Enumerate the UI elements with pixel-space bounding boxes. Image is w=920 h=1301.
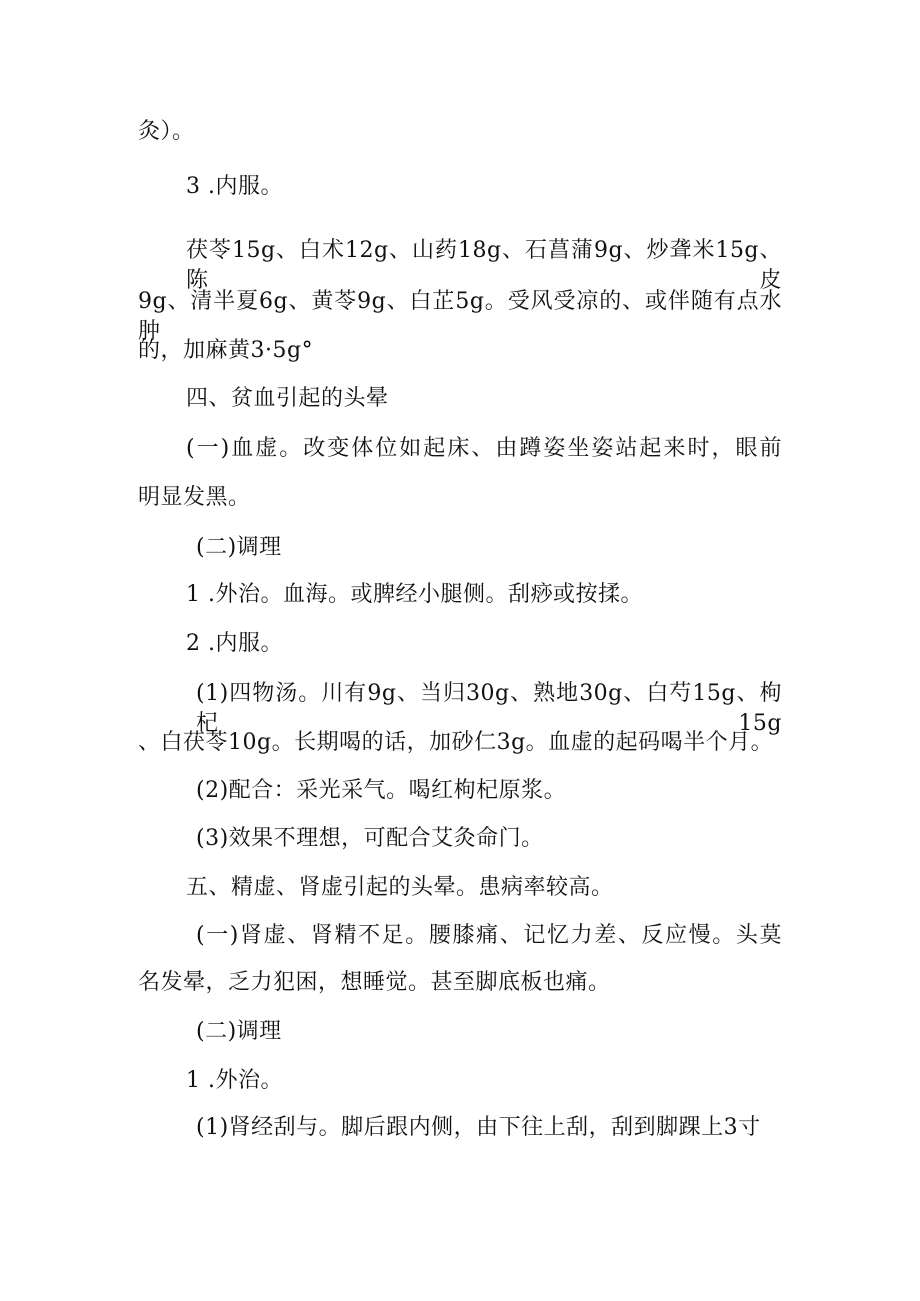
text-line-4: 9g、清半夏6g、黄苓9g、白芷5g。受风受凉的、或伴随有点水肿 bbox=[138, 289, 782, 344]
text-line-14: (2)配合：采光采气。喝红枸杞原浆。 bbox=[196, 778, 567, 803]
text-line-20: 1 .外治。 bbox=[186, 1068, 283, 1093]
text-line-18: 名发晕，乏力犯困，想睡觉。甚至脚底板也痛。 bbox=[138, 970, 611, 995]
text-line-3: 茯苓15g、白术12g、山药18g、石菖蒲9g、炒聋米15g、陈皮 bbox=[186, 238, 782, 293]
section-heading-5: 五、精虚、肾虚引起的头晕。患病率较高。 bbox=[186, 875, 614, 900]
text-line-1: 灸）。 bbox=[138, 119, 195, 144]
text-line-17: (一)肾虚、肾精不足。腰膝痛、记忆力差、反应慢。头莫 bbox=[196, 923, 782, 948]
section-heading-4: 四、贫血引起的头晕 bbox=[186, 386, 389, 411]
text-line-9: (二)调理 bbox=[196, 535, 282, 560]
text-line-10: 1 .外治。血海。或脾经小腿侧。刮痧或按揉。 bbox=[186, 582, 643, 607]
text-line-21: (1)肾经刮与。脚后跟内侧，由下往上刮，刮到脚踝上3寸 bbox=[196, 1115, 761, 1140]
text-line-15: (3)效果不理想，可配合艾灸命门。 bbox=[196, 826, 544, 851]
text-line-12: (1)四物汤。川有9g、当归30g、熟地30g、白芍15g、枸杞15g bbox=[196, 681, 782, 736]
text-line-11: 2 .内服。 bbox=[186, 631, 283, 656]
text-line-13: 、白茯苓10g。长期喝的话，加砂仁3g。血虚的起码喝半个月。 bbox=[138, 730, 774, 755]
text-line-5: 的，加麻黄3·5g° bbox=[138, 338, 314, 363]
text-line-7: (一)血虚。改变体位如起床、由蹲姿坐姿站起来时，眼前 bbox=[186, 436, 782, 461]
text-line-8: 明显发黑。 bbox=[138, 485, 251, 510]
text-line-2: 3 .内服。 bbox=[186, 174, 283, 199]
text-line-19: (二)调理 bbox=[196, 1019, 282, 1044]
